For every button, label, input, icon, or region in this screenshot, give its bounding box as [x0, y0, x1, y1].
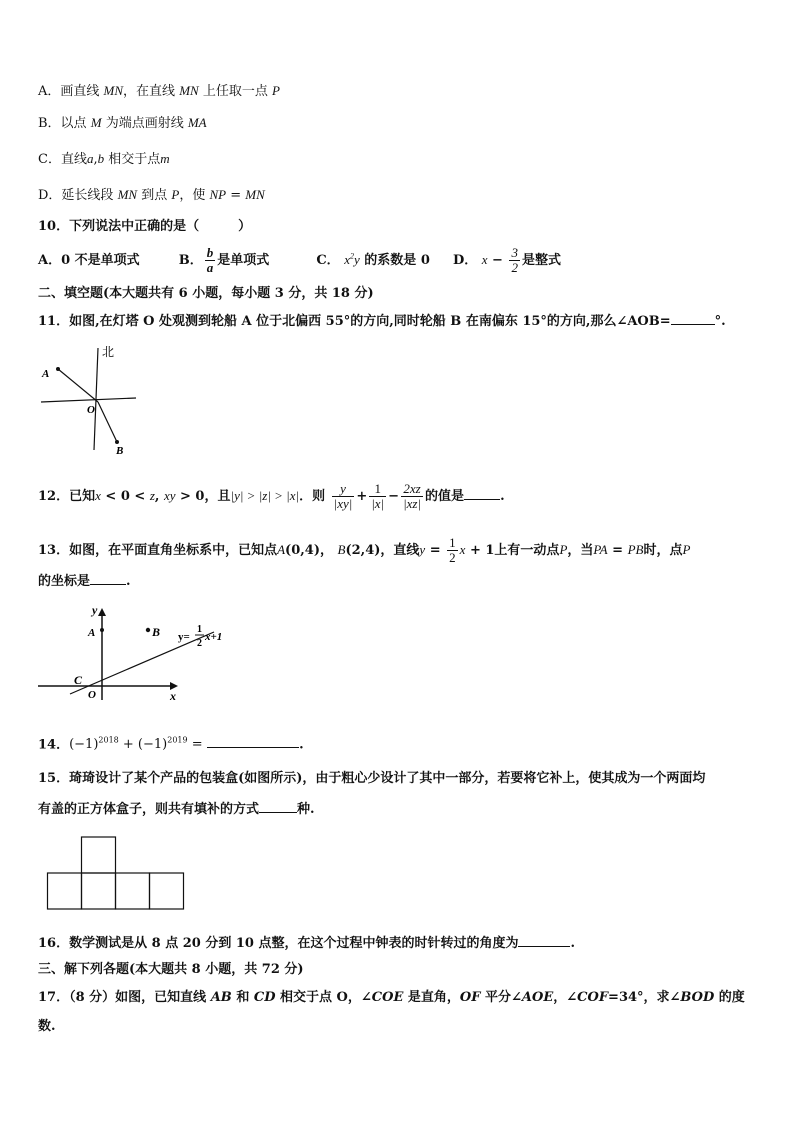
q11-compass-figure	[36, 340, 146, 460]
svg-text:2: 2	[197, 638, 202, 649]
q16-text: 16．数学测试是从 8 点 20 分到 10 点整，在这个过程中钟表的时针转过的角度为 .	[38, 936, 576, 951]
q13-label-y: y	[92, 603, 98, 617]
q11-label-o: O	[87, 404, 95, 416]
q13-label-x: x	[170, 689, 176, 703]
q13-label-c: C	[74, 673, 83, 687]
q15-box-net-figure	[46, 836, 190, 914]
q12-text: 12．已知x < 0 < z, xy > 0，且|y| > |z| > |x|．则 $\frac{y}{|xy|}$ + $\frac{1}{|x|}$ − $\frac{2xz}{|xz|}$ 的值是 .	[38, 481, 505, 511]
q9-option-d: D．延长线段 MN 到点 P，使 NP = MN	[38, 187, 265, 203]
q11-text: 11．如图,在灯塔 O 处观测到轮船 A 位于北偏西 55°的方向,同时轮船 B 在南偏东 15°的方向,那么∠AOB= °.	[38, 314, 726, 329]
svg-text:1: 1	[197, 624, 202, 635]
q15-text-line1: 15．琦琦设计了某个产品的包装盒(如图所示)，由于粗心少设计了其中一部分，若要将它补上，使其成为一个两面均	[38, 771, 706, 786]
q13-text-line1: 13．如图，在平面直角坐标系中，已知点A(0,4)， B(2,4)，直线y = $\frac{1}{2}$ x + 1上有一动点P，当PA = PB时，点P	[38, 535, 691, 565]
q14-text: 14．$(-1)^{2018} + (-1)^{2019}$ = .	[38, 736, 304, 753]
q9-option-a: A．画直线 MN，在直线 MN 上任取一点 P	[38, 83, 280, 99]
section-2-heading: 二、填空题(本大题共有 6 小题，每小题 3 分，共 18 分)	[38, 286, 374, 301]
q11-label-north: 北	[102, 345, 115, 359]
q13-label-o: O	[88, 689, 96, 701]
q15-text-line2: 有盖的正方体盒子，则共有填补的方式 种.	[38, 802, 315, 817]
q17-text-line2: 数.	[38, 1019, 56, 1034]
svg-text:x+1: x+1	[205, 631, 223, 643]
q13-label-a: A	[88, 627, 96, 639]
q11-label-a: A	[42, 368, 50, 380]
q9-option-c: C．直线a,b 相交于点m	[38, 151, 170, 167]
q13-label-eq: y=	[178, 631, 190, 643]
section-3-heading: 三、解下列各题(本大题共 8 小题，共 72 分)	[38, 962, 304, 977]
q10-options: A．0 不是单项式 B． $\frac{b}{a}$ 是单项式 C． $x^2y$ 的系数是 0 D． x − $\frac{3}{2}$ 是整式	[38, 245, 561, 275]
q10-stem: 10．下列说法中正确的是（ ）	[38, 219, 252, 234]
q13-label-b: B	[152, 625, 161, 639]
q9-option-b: B．以点 M 为端点画射线 MA	[38, 115, 207, 131]
q13-coordinate-figure	[36, 600, 246, 705]
q11-label-b: B	[116, 445, 124, 457]
q17-text-line1: 17．（8 分）如图，已知直线 AB 和 CD 相交于点 O，∠COE 是直角，OF 平分∠AOE，∠COF=34°，求∠BOD 的度	[38, 990, 745, 1005]
q13-text-line2: 的坐标是 .	[38, 574, 131, 589]
